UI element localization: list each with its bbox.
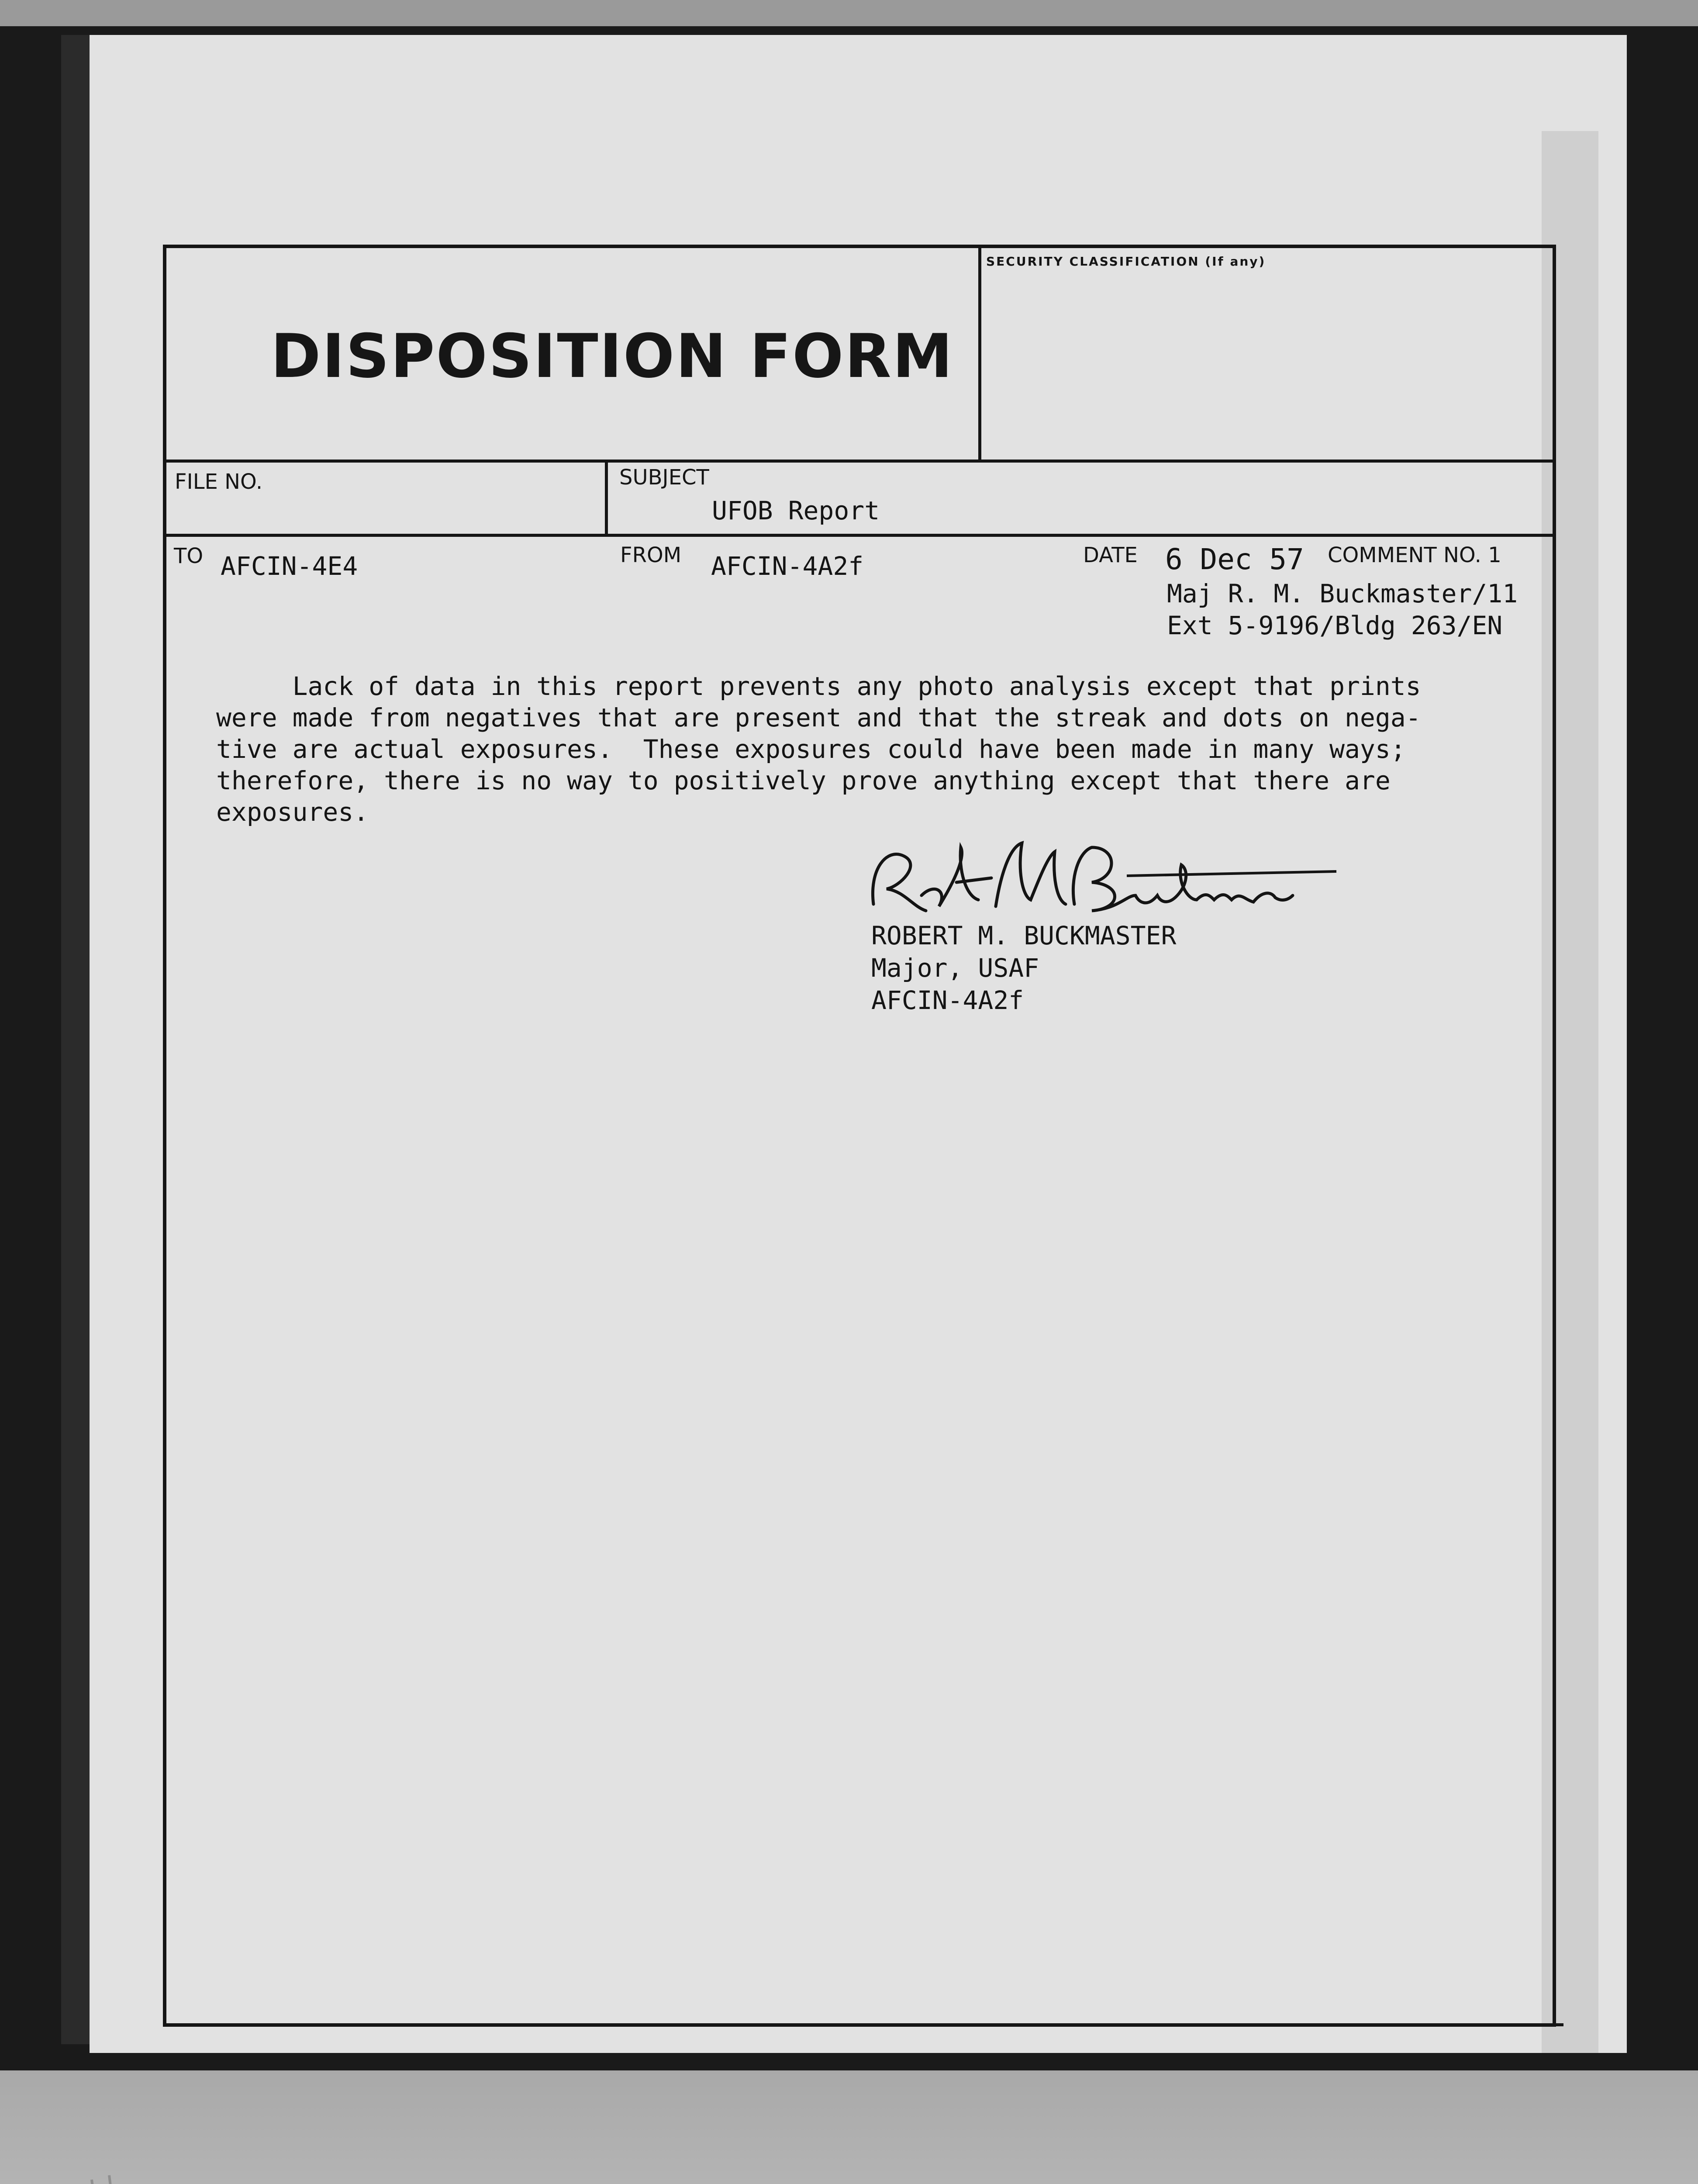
form-bottom-rule (170, 2023, 1563, 2026)
signer-name: ROBERT M. BUCKMASTER (871, 921, 1177, 950)
handwritten-signature (856, 830, 1345, 930)
body-line: were made from negatives that are present and that the streak and dots on nega- (216, 703, 1421, 733)
signer-office: AFCIN-4A2f (871, 985, 1024, 1015)
security-classification-label: SECURITY CLASSIFICATION (If any) (986, 254, 1266, 269)
from-label: FROM (620, 543, 682, 567)
subject-label: SUBJECT (619, 465, 709, 490)
signature-block (871, 919, 1176, 1016)
film-edge-shadow (61, 35, 92, 2044)
contact-line-2: Ext 5-9196/Bldg 263/EN (1167, 611, 1503, 640)
title-security-divider (978, 245, 981, 461)
comment-no-label: COMMENT NO. 1 (1328, 543, 1501, 567)
film-scratch-marks (83, 2162, 197, 2184)
contact-line-1: Maj R. M. Buckmaster/11 (1167, 579, 1518, 608)
body-line: Lack of data in this report prevents any photo analysis except that prints (216, 671, 1421, 701)
file-subject-divider (605, 460, 608, 536)
body-line: exposures. (216, 797, 369, 827)
from-value: AFCIN-4A2f (711, 551, 864, 581)
form-title: DISPOSITION FORM (271, 321, 954, 391)
date-label: DATE (1083, 543, 1138, 567)
file-no-label: FILE NO. (175, 470, 263, 494)
film-top-strip (0, 0, 1698, 26)
subject-value: UFOB Report (712, 496, 880, 525)
body-line: therefore, there is no way to positively prove anything except that there are (216, 766, 1391, 795)
signer-rank: Major, USAF (871, 953, 1039, 983)
date-value: 6 Dec 57 (1165, 543, 1304, 576)
header-bottom-rule (163, 460, 1556, 463)
subject-bottom-rule (163, 534, 1556, 537)
to-value: AFCIN-4E4 (221, 551, 358, 581)
film-lower-margin (0, 2070, 1698, 2184)
body-line: tive are actual exposures. These exposures could have been made in many ways; (216, 734, 1406, 764)
comment-body (216, 670, 1505, 828)
to-label: TO (174, 544, 204, 568)
